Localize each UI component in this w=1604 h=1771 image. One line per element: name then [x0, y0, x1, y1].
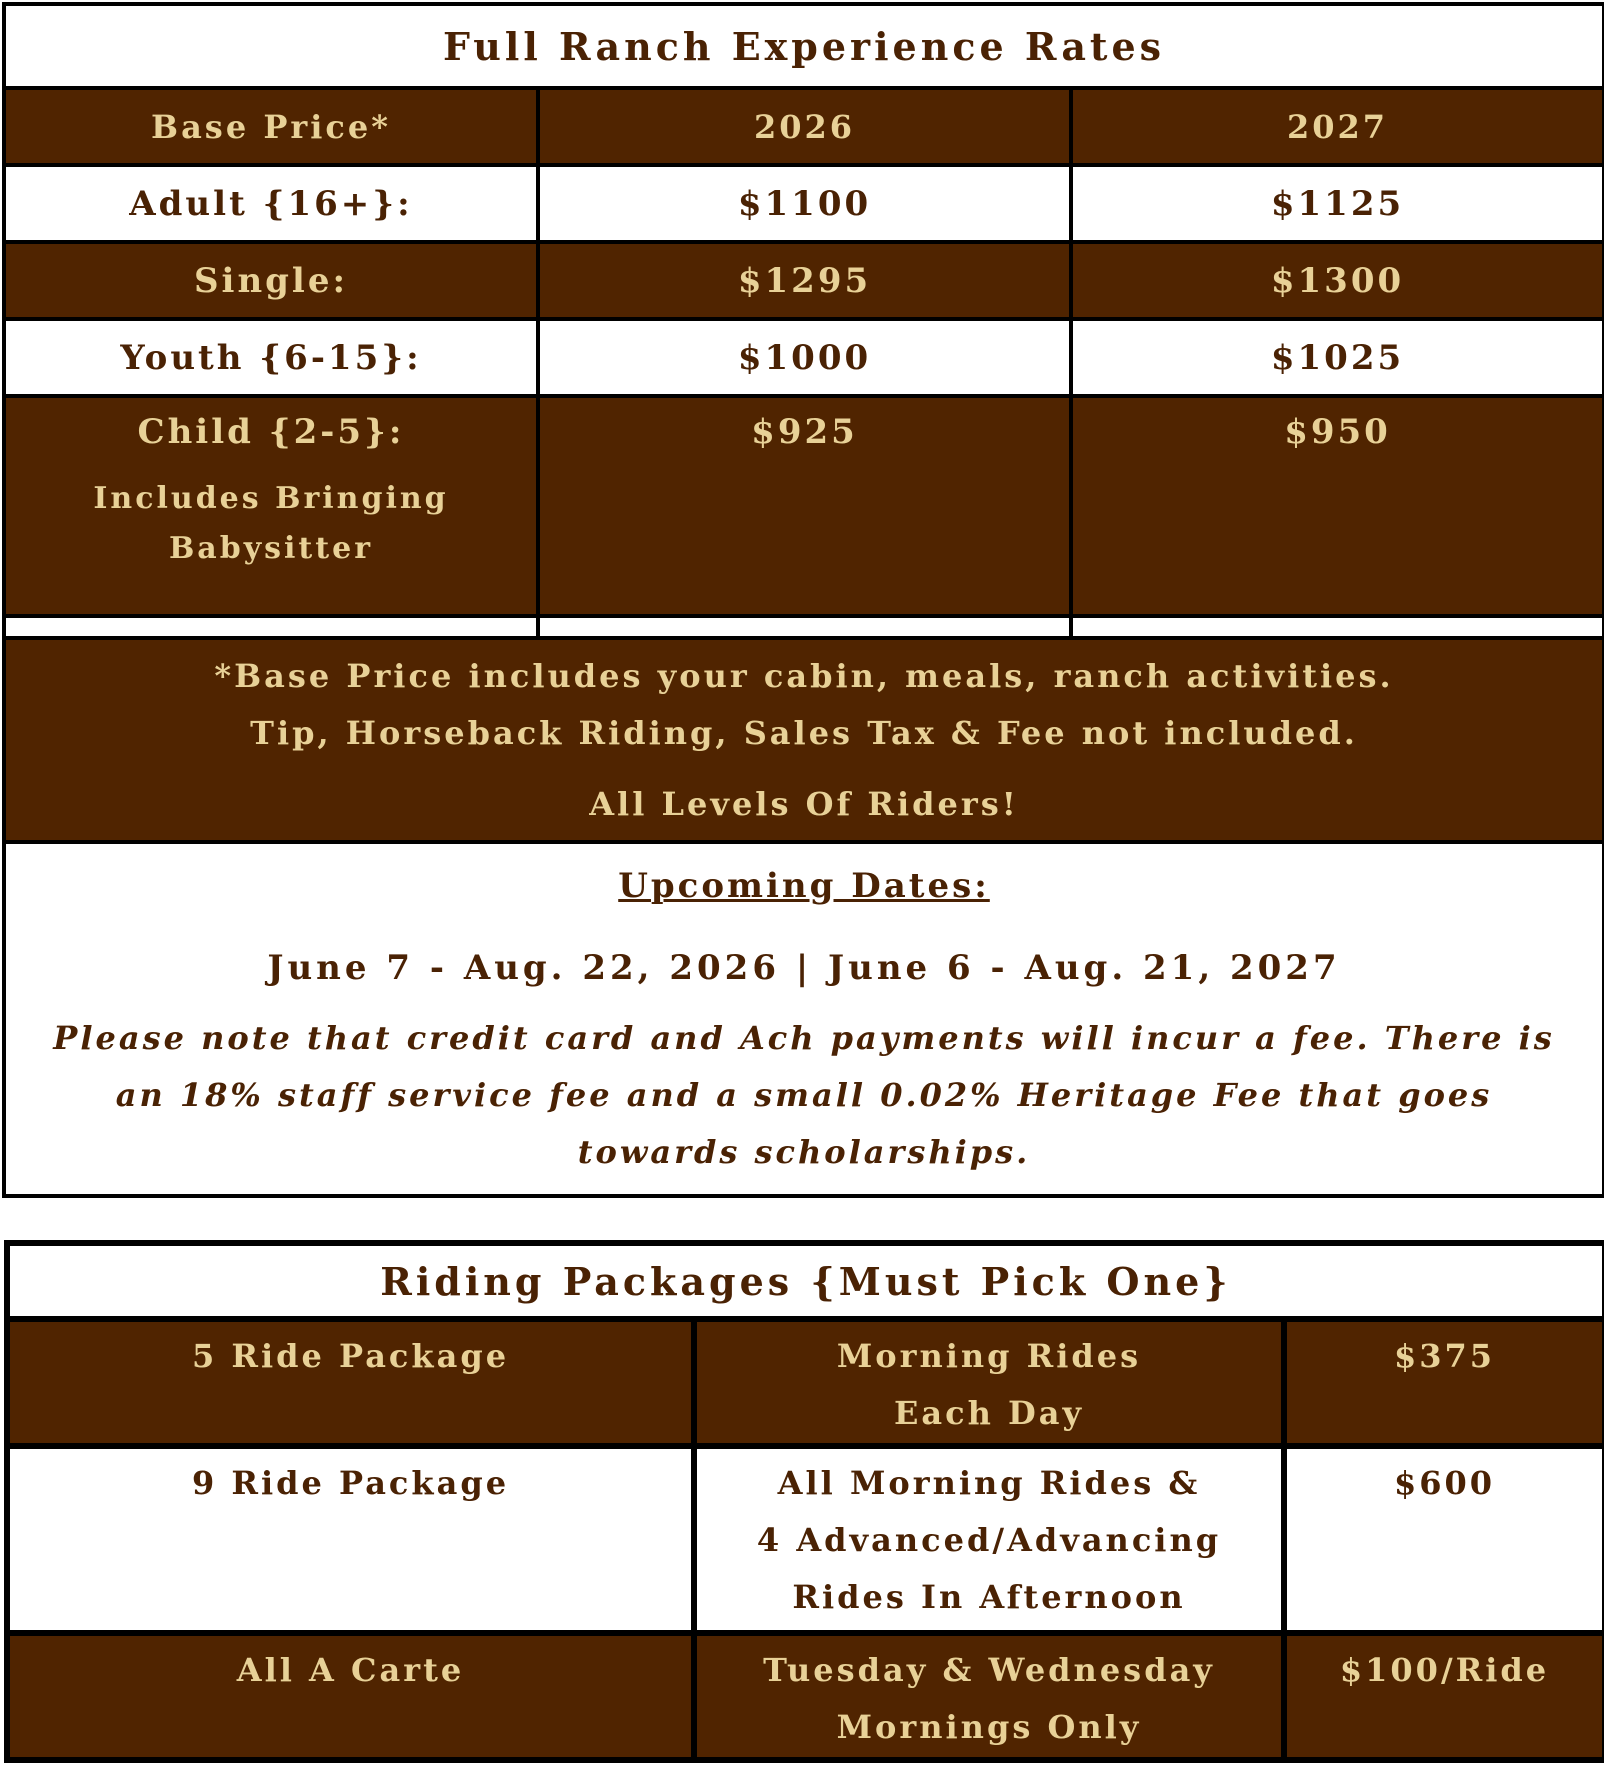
rate-label: Child {2-5}:: [137, 412, 405, 452]
package-row: [7, 1319, 1604, 1446]
ranch-rates-table: [2, 2, 1604, 1198]
base-note-line2: Tip, Horseback Riding, Sales Tax & Fee not included.: [250, 713, 1358, 752]
package-desc-line2: Mornings Only: [836, 1708, 1142, 1746]
child-note-line1: Includes Bringing: [93, 481, 449, 516]
upcoming-dates-section: [4, 842, 1604, 1196]
base-price-note: [4, 638, 1604, 842]
spacer-row: [4, 616, 1604, 638]
payment-fee-note: Please note that credit card and Ach payments will incur a fee. There is an 18% staff service fee and a small 0.02% Heritage Fee that goes towards scholarships.: [53, 1019, 1555, 1171]
package-desc: [694, 1633, 1284, 1760]
child-note: [6, 474, 536, 574]
date-range: June 7 - Aug. 22, 2026 | June 6 - Aug. 21, 2027: [267, 948, 1341, 988]
base-note-line1: *Base Price includes your cabin, meals, ranch activities.: [214, 656, 1394, 695]
rate-2026: $1100: [538, 165, 1071, 242]
riding-title: Riding Packages {Must Pick One}: [7, 1243, 1604, 1319]
package-name: All A Carte: [7, 1633, 694, 1760]
package-name: 9 Ride Package: [7, 1446, 694, 1633]
base-note-line3: All Levels Of Riders!: [589, 784, 1019, 823]
rate-2027: $1125: [1071, 165, 1604, 242]
child-cell: [4, 396, 538, 616]
year-2027-header: 2027: [1071, 88, 1604, 165]
package-desc: [694, 1446, 1284, 1633]
package-price: $100/Ride: [1284, 1633, 1604, 1760]
package-name: 5 Ride Package: [7, 1319, 694, 1446]
riding-packages-table: [4, 1240, 1604, 1763]
package-desc-line1: All Morning Rides &: [777, 1464, 1201, 1502]
rate-row-child: [4, 396, 1604, 616]
package-price: $600: [1284, 1446, 1604, 1633]
rate-2027: $950: [1071, 396, 1604, 616]
rate-row-single: [4, 242, 1604, 319]
rate-row-adult: [4, 165, 1604, 242]
package-desc-line3: Rides In Afternoon: [792, 1578, 1186, 1616]
package-desc-line2: Each Day: [893, 1394, 1085, 1432]
rate-2027: $1025: [1071, 319, 1604, 396]
package-row: [7, 1446, 1604, 1633]
rate-2026: $1295: [538, 242, 1071, 319]
upcoming-dates-heading: Upcoming Dates:: [618, 866, 990, 906]
package-desc: [694, 1319, 1284, 1446]
rate-2026: $1000: [538, 319, 1071, 396]
rate-2027: $1300: [1071, 242, 1604, 319]
rate-row-youth: [4, 319, 1604, 396]
rate-label: Adult {16+}:: [4, 165, 538, 242]
package-desc-line2: 4 Advanced/Advancing: [756, 1521, 1222, 1559]
rate-label: Single:: [4, 242, 538, 319]
rate-label: Youth {6-15}:: [4, 319, 538, 396]
package-desc-line1: Tuesday & Wednesday: [763, 1651, 1215, 1689]
package-row: [7, 1633, 1604, 1760]
child-note-line2: Babysitter: [168, 531, 374, 566]
package-price: $375: [1284, 1319, 1604, 1446]
rates-title: Full Ranch Experience Rates: [4, 4, 1604, 88]
package-desc-line1: Morning Rides: [836, 1337, 1142, 1375]
base-price-header: Base Price*: [4, 88, 538, 165]
rate-2026: $925: [538, 396, 1071, 616]
year-2026-header: 2026: [538, 88, 1071, 165]
